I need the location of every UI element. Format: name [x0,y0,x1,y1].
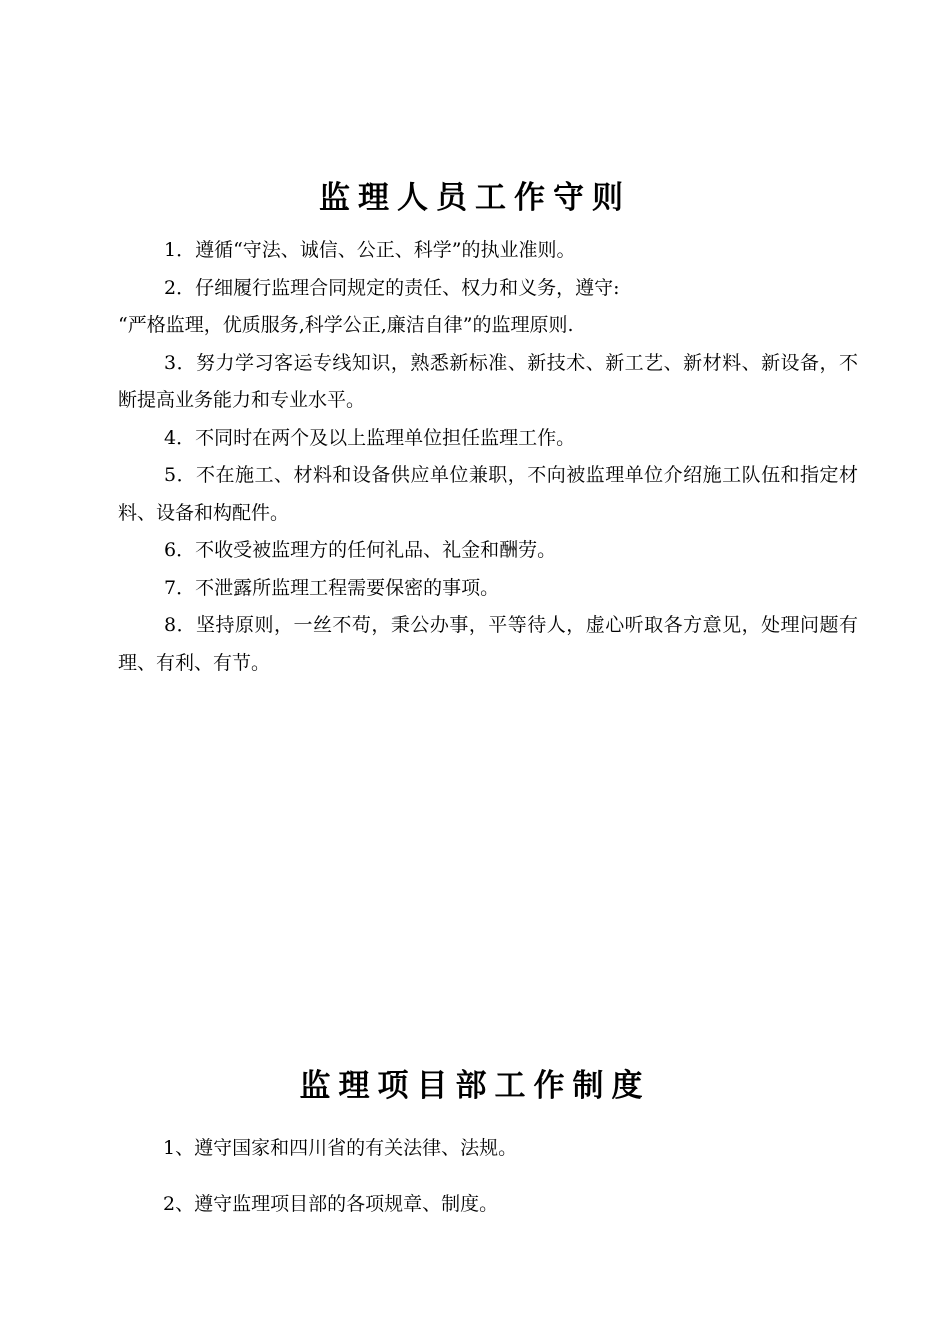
section-1-body [118,232,858,682]
rule-6: 6．不收受被监理方的任何礼品、礼金和酬劳。 [164,539,557,561]
rule-7: 7．不泄露所监理工程需要保密的事项。 [164,576,500,599]
rule-1: 1．遵循“守法、诚信、公正、科学”的执业准则。 [164,239,576,261]
rule-4: 4．不同时在两个及以上监理单位担任监理工作。 [164,426,576,449]
section-2-body [163,1129,863,1241]
section-1-title: 监理人员工作守则 [319,180,631,216]
section-2-title: 监理项目部工作制度 [299,1068,651,1104]
rule-3: 3．努力学习客运专线知识，熟悉新标准、新技术、新工艺、新材料、新设备，不断提高业务能力和专业水平。 [118,351,858,411]
rule-2-continuation: “严格监理，优质服务,科学公正,廉洁自律”的监理原则. [118,314,574,336]
rule-8: 8．坚持原则，一丝不苟，秉公办事，平等待人，虚心听取各方意见，处理问题有理、有利、有节。 [118,614,858,674]
system-item-1: 1、遵守国家和四川省的有关法律、法规。 [163,1137,518,1159]
rule-2: 2．仔细履行监理合同规定的责任、权力和义务，遵守: [164,276,620,299]
system-item-2: 2、遵守监理项目部的各项规章、制度。 [163,1193,499,1215]
rule-5: 5．不在施工、材料和设备供应单位兼职，不向被监理单位介绍施工队伍和指定材料、设备和构配件。 [118,464,858,524]
